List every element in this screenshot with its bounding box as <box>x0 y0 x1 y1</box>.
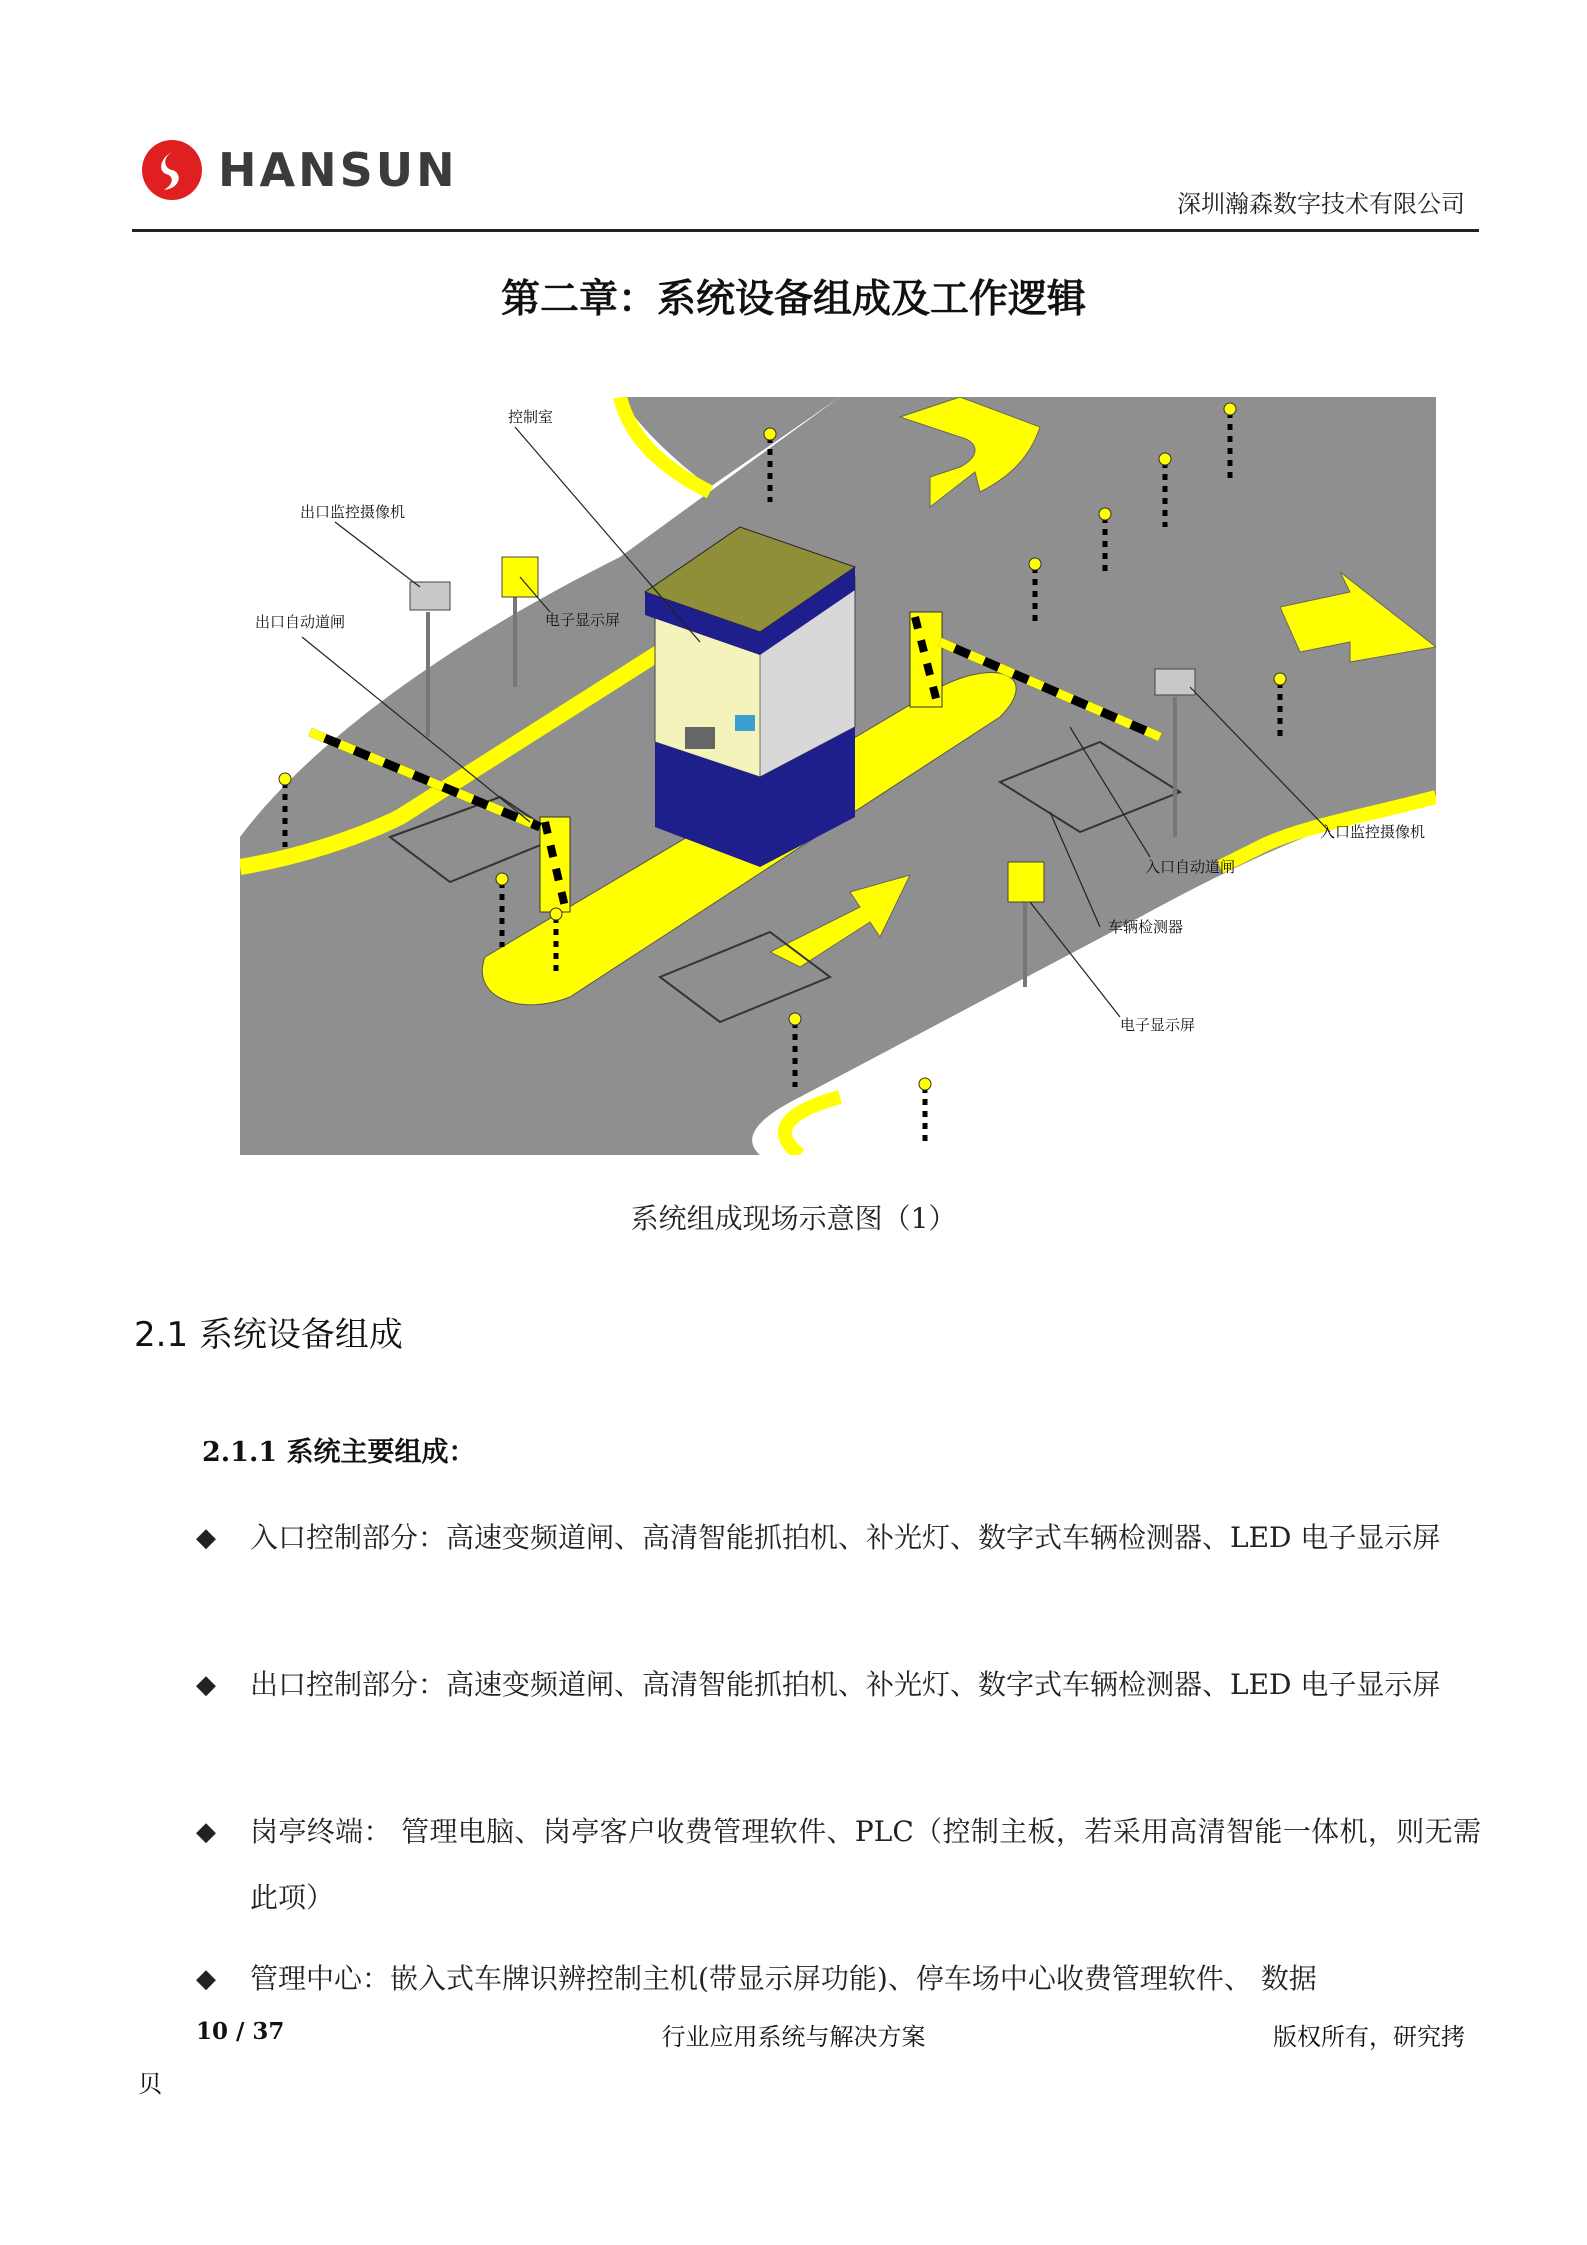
label-entry-gate: 入口自动道闸 <box>1145 858 1236 876</box>
bullet-diamond-icon: ◆ <box>196 1523 216 1553</box>
label-display-top: 电子显示屏 <box>545 611 621 629</box>
bullet-diamond-icon: ◆ <box>196 1817 216 1847</box>
list-item-text: 岗亭终端： 管理电脑、岗亭客户收费管理软件、PLC（控制主板，若采用高清智能一体机，则无需此项） <box>250 1815 1481 1914</box>
label-exit-camera: 出口监控摄像机 <box>300 503 406 521</box>
subsection-heading: 2.1.1 系统主要组成： <box>202 1437 476 1468</box>
logo-wordmark: HANSUN <box>218 143 458 197</box>
footer-overflow-text: 贝 <box>138 2070 162 2098</box>
list-item-text: 入口控制部分：高速变频道闸、高清智能抓拍机、补光灯、数字式车辆检测器、LED 电子显示屏 <box>250 1521 1441 1554</box>
logo-mark-icon <box>140 138 204 202</box>
list-item <box>196 1799 1481 1931</box>
label-detector: 车辆检测器 <box>1108 918 1184 936</box>
chapter-title: 第二章：系统设备组成及工作逻辑 <box>500 277 1086 322</box>
bullet-diamond-icon: ◆ <box>196 1964 216 1994</box>
header-divider <box>132 229 1479 232</box>
label-exit-gate: 出口自动道闸 <box>255 613 346 631</box>
company-name: 深圳瀚森数字技术有限公司 <box>1177 190 1465 218</box>
label-entry-camera: 入口监控摄像机 <box>1320 823 1426 841</box>
list-item-text: 出口控制部分：高速变频道闸、高清智能抓拍机、补光灯、数字式车辆检测器、LED 电子显示屏 <box>250 1668 1441 1701</box>
page-number: 10 / 37 <box>196 2018 285 2045</box>
footer-title: 行业应用系统与解决方案 <box>661 2023 926 2051</box>
list-item-text: 管理中心：嵌入式车牌识辨控制主机(带显示屏功能)、停车场中心收费管理软件、 数据 <box>250 1962 1317 1995</box>
parking-system-diagram <box>240 397 1436 1155</box>
company-logo <box>140 138 460 202</box>
label-display-bottom: 电子显示屏 <box>1120 1016 1196 1034</box>
list-item <box>196 1505 1481 1571</box>
footer-copyright: 版权所有，研究拷 <box>1273 2023 1465 2051</box>
section-heading: 2.1 系统设备组成 <box>134 1315 403 1355</box>
label-control-room: 控制室 <box>508 408 554 426</box>
figure-caption: 系统组成现场示意图（1） <box>630 1202 957 1235</box>
list-item <box>196 1946 1481 2012</box>
bullet-diamond-icon: ◆ <box>196 1670 216 1700</box>
list-item <box>196 1652 1481 1718</box>
